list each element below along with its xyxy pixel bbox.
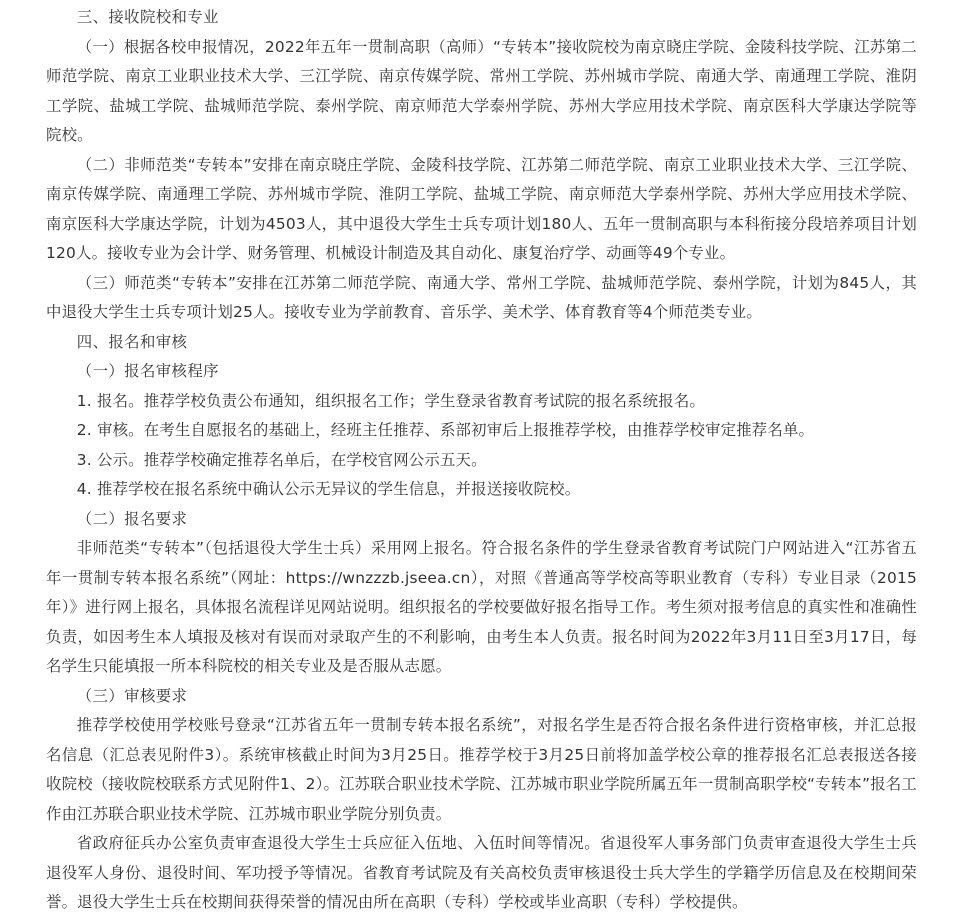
step-1: 1. 报名。推荐学校负责公布通知，组织报名工作；学生登录省教育考试院的报名系统报名。 <box>76 391 706 410</box>
paragraph-4-3-b: 省政府征兵办公室负责审查退役大学生士兵应征入伍地、入伍时间等情况。省退役军人事务部门负责审查退役大学生士兵退役军人身份、退役时间、军功授予等情况。省教育考试院及有关高校负责审核退役士兵大学生的学籍学历信息及在校期间荣誉。退役大学生士兵在校期间获得荣誉的情况由所在高职（专科）学校或毕业高职（专科）学校提供。 <box>46 834 917 911</box>
subheading-4-3: （三）审核要求 <box>76 686 188 705</box>
subheading-4-2: （二）报名要求 <box>76 509 188 528</box>
step-3: 3. 公示。推荐学校确定推荐名单后，在学校官网公示五天。 <box>76 450 487 469</box>
section-heading-3: 三、接收院校和专业 <box>76 8 219 26</box>
subheading-4-1: （一）报名审核程序 <box>76 362 219 380</box>
paragraph-3-2: （二）非师范类“专转本”安排在南京晓庄学院、金陵科技学院、江苏第二师范学院、南京工业职业技术大学、三江学院、南京传媒学院、南通理工学院、苏州城市学院、淮阴工学院、盐城工学院、南京师范大学泰州学院、苏州大学应用技术学院、南京医科大学康达学院，计划为4503人，其中退役大学生士兵专项计划180人、五年一贯制高职与本科衔接分段培养项目计划120人。接收专业为会计学、财务管理、机械设计制造及其自动化、康复治疗学、动画等49个专业。 <box>46 155 917 262</box>
paragraph-4-2: 非师范类“专转本”（包括退役大学生士兵）采用网上报名。符合报名条件的学生登录省教育考试院门户网站进入“江苏省五年一贯制专转本报名系统”（网址：https://wnzzzb.jseea.cn），对照《普通高等学校高等职业教育（专科）专业目录（2015年）》进行网上报名，具体报名流程详见网站说明。组织报名的学校要做好报名指导工作。考生须对报考信息的真实性和准确性负责，如因考生本人填报及核对有误而对录取产生的不利影响，由考生本人负责。报名时间为2022年3月11日至3月17日，每名学生只能填报一所本科院校的相关专业及是否服从志愿。 <box>46 539 917 675</box>
step-4: 4. 推荐学校在报名系统中确认公示无异议的学生信息，并报送接收院校。 <box>76 480 581 498</box>
paragraph-3-3: （三）师范类“专转本”安排在江苏第二师范学院、南通大学、常州工学院、盐城师范学院、泰州学院，计划为845人，其中退役大学生士兵专项计划25人。接收专业为学前教育、音乐学、美术学、体育教育等4个师范类专业。 <box>46 273 917 321</box>
paragraph-3-1: （一）根据各校申报情况，2022年五年一贯制高职（高师）“专转本”接收院校为南京晓庄学院、金陵科技学院、江苏第二师范学院、南京工业职业技术大学、三江学院、南京传媒学院、常州工学院、苏州城市学院、南通大学、南通理工学院、淮阴工学院、盐城工学院、盐城师范学院、泰州学院、南京师范大学泰州学院、苏州大学应用技术学院、南京医科大学康达学院等院校。 <box>46 37 917 144</box>
paragraph-4-3-a: 推荐学校使用学校账号登录“江苏省五年一贯制专转本报名系统”，对报名学生是否符合报名条件进行资格审核，并汇总报名信息（汇总表见附件3）。系统审核截止时间为3月25日。推荐学校于3月25日前将加盖学校公章的推荐报名汇总表报送各接收院校（接收院校联系方式见附件1、2）。江苏联合职业技术学院、江苏城市职业学院所属五年一贯制高职学校“专转本”报名工作由江苏联合职业技术学院、江苏城市职业学院分别负责。 <box>46 716 917 823</box>
section-heading-4: 四、报名和审核 <box>76 332 188 351</box>
step-2: 2. 审核。在考生自愿报名的基础上，经班主任推荐、系部初审后上报推荐学校，由推荐学校审定推荐名单。 <box>76 421 815 439</box>
